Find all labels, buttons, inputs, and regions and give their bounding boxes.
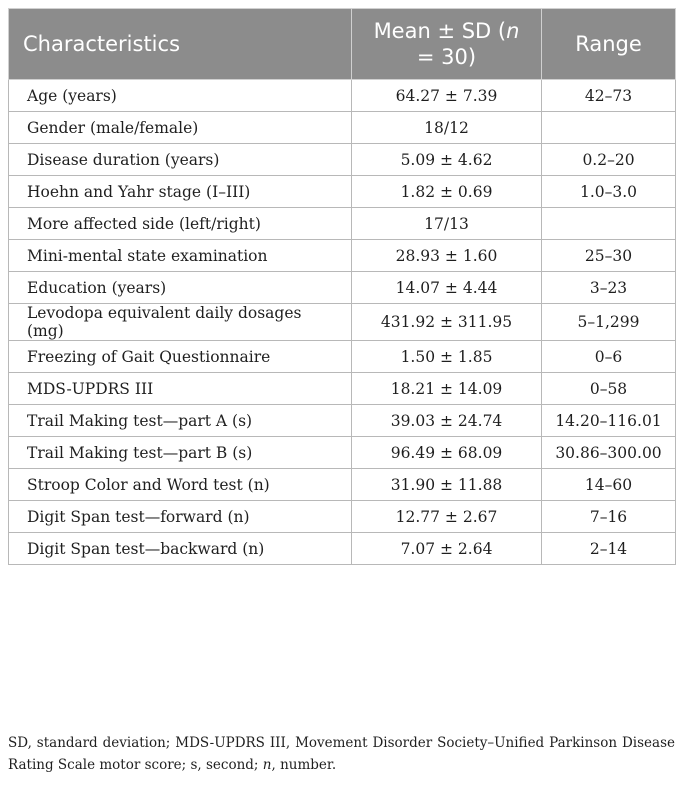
cell-mean-sd: 64.27 ± 7.39 [352,80,542,112]
cell-range: 7–16 [542,501,676,533]
table-header [9,9,676,80]
cell-range: 25–30 [542,240,676,272]
cell-range: 14–60 [542,469,676,501]
cell-range [542,208,676,240]
footnote-text-end: , number. [271,757,337,773]
table-row [9,437,676,469]
footnote-n: n [262,757,272,773]
table-row [9,341,676,373]
cell-characteristic: Trail Making test—part A (s) [9,405,352,437]
cell-characteristic: Disease duration (years) [9,144,352,176]
table-row [9,240,676,272]
table-body [9,80,676,565]
cell-mean-sd: 431.92 ± 311.95 [352,304,542,341]
header-mean-sd-text: Mean ± SD ( [373,19,507,43]
cell-characteristic: Digit Span test—forward (n) [9,501,352,533]
cell-characteristic: Freezing of Gait Questionnaire [9,341,352,373]
cell-mean-sd: 39.03 ± 24.74 [352,405,542,437]
header-mean-sd-n: n [506,19,520,43]
cell-characteristic: Hoehn and Yahr stage (I–III) [9,176,352,208]
table-footnote [8,732,675,776]
header-range: Range [542,9,676,80]
header-row [9,9,676,80]
cell-characteristic: More affected side (left/right) [9,208,352,240]
cell-range: 5–1,299 [542,304,676,341]
table-row [9,144,676,176]
cell-characteristic: Education (years) [9,272,352,304]
cell-range: 0–58 [542,373,676,405]
table-row [9,176,676,208]
cell-mean-sd: 7.07 ± 2.64 [352,533,542,565]
cell-characteristic: Gender (male/female) [9,112,352,144]
table-row [9,533,676,565]
table-row [9,304,676,341]
cell-range [542,112,676,144]
table-row [9,80,676,112]
cell-mean-sd: 31.90 ± 11.88 [352,469,542,501]
cell-range: 30.86–300.00 [542,437,676,469]
table-row [9,373,676,405]
footnote-text: SD, standard deviation; MDS-UPDRS III, Movement Disorder Society–Unified Parkinson Disease Rating Scale motor score; s, second; [8,735,675,773]
header-mean-sd-count: = 30) [416,45,477,69]
table-row [9,272,676,304]
table-row [9,469,676,501]
cell-characteristic: Age (years) [9,80,352,112]
cell-characteristic: Digit Span test—backward (n) [9,533,352,565]
cell-range: 14.20–116.01 [542,405,676,437]
cell-mean-sd: 18.21 ± 14.09 [352,373,542,405]
cell-mean-sd: 5.09 ± 4.62 [352,144,542,176]
cell-characteristic: MDS-UPDRS III [9,373,352,405]
cell-mean-sd: 18/12 [352,112,542,144]
cell-range: 3–23 [542,272,676,304]
cell-mean-sd: 17/13 [352,208,542,240]
cell-characteristic: Levodopa equivalent daily dosages (mg) [9,304,352,341]
header-characteristics: Characteristics [9,9,352,80]
cell-mean-sd: 1.82 ± 0.69 [352,176,542,208]
characteristics-table-container [8,8,675,565]
cell-range: 1.0–3.0 [542,176,676,208]
cell-characteristic: Stroop Color and Word test (n) [9,469,352,501]
table-row [9,405,676,437]
cell-characteristic: Mini-mental state examination [9,240,352,272]
cell-mean-sd: 14.07 ± 4.44 [352,272,542,304]
cell-range: 2–14 [542,533,676,565]
characteristics-table [8,8,676,565]
cell-mean-sd: 96.49 ± 68.09 [352,437,542,469]
cell-range: 42–73 [542,80,676,112]
cell-range: 0.2–20 [542,144,676,176]
header-mean-sd [352,9,542,80]
table-row [9,501,676,533]
table-row [9,208,676,240]
table-row [9,112,676,144]
cell-mean-sd: 1.50 ± 1.85 [352,341,542,373]
cell-mean-sd: 28.93 ± 1.60 [352,240,542,272]
cell-mean-sd: 12.77 ± 2.67 [352,501,542,533]
cell-characteristic: Trail Making test—part B (s) [9,437,352,469]
cell-range: 0–6 [542,341,676,373]
